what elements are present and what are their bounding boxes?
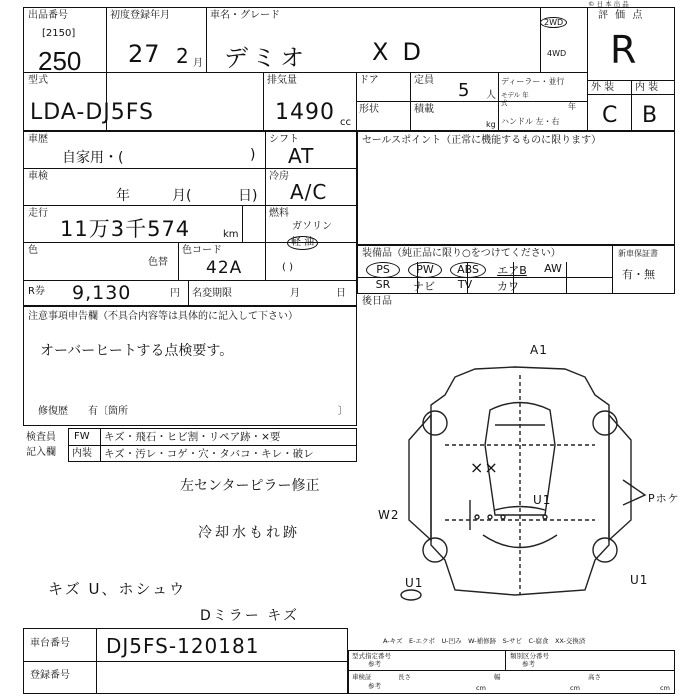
interior-value: B bbox=[642, 103, 659, 128]
mileage-value: 11万3千574 bbox=[60, 217, 191, 241]
interior-label: 内 装 bbox=[635, 82, 659, 93]
chassis-value: DJ5FS-120181 bbox=[106, 634, 260, 658]
equip-aw: AW bbox=[544, 262, 562, 275]
spec-height-cm: cm bbox=[660, 684, 670, 692]
sales-point-box bbox=[357, 131, 675, 245]
eval-score: R bbox=[610, 28, 638, 72]
mileage-unit: km bbox=[223, 229, 239, 240]
eval-label: 評 価 点 bbox=[598, 10, 645, 21]
equip-sr: SR bbox=[375, 278, 391, 291]
handle-label: ハンドル 左・右 bbox=[501, 117, 560, 126]
repair-close: 〕 bbox=[338, 406, 348, 417]
later-items-label: 後日品 bbox=[362, 296, 392, 307]
recycle-value: 9,130 bbox=[72, 282, 132, 304]
model-year-label: モデル 年式 bbox=[501, 91, 529, 107]
fuel-diesel: 軽 油 bbox=[287, 236, 318, 250]
mileage-label: 走行 bbox=[28, 208, 48, 219]
inspector-label-2: 記入欄 bbox=[26, 447, 56, 458]
lot-number: 250 bbox=[38, 46, 82, 76]
damage-legend: A-キズ E-エクボ U-凹み W-補修跡 S-サビ C-腐食 XX-交換済 bbox=[383, 637, 586, 645]
exterior-label: 外 装 bbox=[591, 82, 615, 93]
equip-abs: ABS bbox=[450, 262, 486, 278]
interior-ins-label: 内装 bbox=[72, 448, 92, 459]
shift-label: シフト bbox=[269, 134, 299, 145]
inspection-month: 月( bbox=[172, 188, 192, 204]
equip-airbag: エアB bbox=[497, 264, 527, 277]
color-change-label: 色替 bbox=[148, 257, 168, 268]
spec-class-label: 類別区分番号 bbox=[510, 652, 549, 660]
model-value: LDA-DJ5FS bbox=[30, 100, 154, 125]
equip-ps: PS bbox=[366, 262, 400, 278]
diagram-p: Pホケ bbox=[648, 492, 680, 505]
equipment-row-1 bbox=[366, 262, 610, 278]
equip-leather: カワ bbox=[497, 280, 519, 293]
spec-cert-ref: 参考 bbox=[368, 682, 381, 690]
handwritten-note-3: キズ U、ホシュウ bbox=[48, 580, 187, 598]
equip-navi: ナビ bbox=[413, 280, 435, 293]
lot-bracket: [2150] bbox=[42, 28, 76, 39]
handwritten-note-1: 左センターピラー修正 bbox=[180, 478, 320, 494]
spec-type-label: 型式指定番号 bbox=[352, 652, 391, 660]
recycle-label: R券 bbox=[28, 286, 45, 297]
shape-label: 形状 bbox=[359, 104, 379, 115]
displacement-label: 排気量 bbox=[267, 75, 297, 86]
warranty-value: 有・無 bbox=[622, 268, 655, 281]
displacement-value: 1490 bbox=[275, 100, 335, 125]
load-label: 積載 bbox=[414, 104, 434, 115]
displacement-unit: cc bbox=[340, 117, 351, 128]
registration-year: 27 bbox=[128, 40, 161, 68]
color-code-label: 色コード bbox=[182, 245, 222, 256]
spec-cert-label: 車検証 bbox=[352, 673, 372, 681]
sales-point-label: セールスポイント（正常に機能するものに限ります） bbox=[362, 135, 602, 146]
capacity-value: 5 bbox=[458, 80, 471, 101]
drive-4wd: 4WD bbox=[547, 49, 567, 58]
handwritten-note-4: Dミラー キズ bbox=[200, 608, 299, 624]
history-value: 自家用・( bbox=[62, 150, 124, 166]
diagram-u1-right: U1 bbox=[630, 573, 649, 587]
diagram-u1-left: U1 bbox=[405, 576, 424, 590]
inspection-label: 車検 bbox=[28, 171, 48, 182]
equipment-label: 装備品（純正品に限り○をつけてください） bbox=[362, 248, 561, 259]
interior-ins-text: キズ・汚レ・コゲ・穴・タバコ・キレ・破レ bbox=[104, 448, 314, 460]
fw-text: キズ・飛石・ヒビ割・リペア跡・×要 bbox=[104, 431, 281, 443]
spec-width-cm: cm bbox=[570, 684, 580, 692]
spec-length-cm: cm bbox=[476, 684, 486, 692]
model-label: 型式 bbox=[28, 75, 48, 86]
tax-month: 月 bbox=[290, 288, 300, 299]
inspector-label-1: 検査員 bbox=[26, 432, 56, 443]
color-code-value: 42A bbox=[206, 258, 243, 278]
diagram-w2: W2 bbox=[378, 508, 400, 522]
handwritten-note-2: 冷却水もれ跡 bbox=[198, 525, 300, 541]
spec-class-ref: 参考 bbox=[522, 660, 535, 668]
spec-width: 幅 bbox=[494, 673, 501, 681]
notes-label: 注意事項申告欄（不具合内容等は具体的に記入して下さい） bbox=[28, 311, 298, 322]
inspection-day: 日) bbox=[238, 188, 258, 204]
exterior-value: C bbox=[602, 103, 619, 128]
capacity-unit: 人 bbox=[486, 90, 496, 101]
history-close: ) bbox=[250, 147, 256, 163]
car-name-label: 車名・グレード bbox=[210, 10, 280, 21]
load-unit: kg bbox=[486, 120, 496, 129]
equip-pw: PW bbox=[408, 262, 442, 278]
dealer-label: ディーラー・並行 bbox=[501, 77, 565, 86]
equip-tv: TV bbox=[457, 278, 473, 291]
notes-line-1: オーバーヒートする点検要す。 bbox=[40, 343, 234, 359]
fw-label: FW bbox=[74, 431, 90, 442]
tax-label: 名変期限 bbox=[192, 288, 232, 299]
spec-length: 長さ bbox=[398, 673, 411, 681]
door-label: ドア bbox=[359, 75, 379, 86]
car-grade-value: XD bbox=[372, 38, 435, 66]
capacity-label: 定員 bbox=[414, 75, 434, 86]
history-label: 車歴 bbox=[28, 134, 48, 145]
top-right-note: © 日 本 出 品 bbox=[588, 0, 629, 8]
chassis-label: 車台番号 bbox=[30, 638, 70, 649]
repair-history: 修復歴 有〔箇所 bbox=[38, 406, 128, 417]
fuel-gas: ガソリン bbox=[292, 221, 332, 232]
spec-type-ref: 参考 bbox=[368, 660, 381, 668]
recycle-unit: 円 bbox=[170, 288, 180, 299]
aircon-value: A/C bbox=[290, 180, 328, 204]
color-label: 色 bbox=[28, 245, 38, 256]
registration-number-label: 登録番号 bbox=[30, 670, 70, 681]
lot-label: 出品番号 bbox=[28, 10, 68, 21]
car-name-value: デミオ bbox=[224, 44, 308, 72]
registration-label: 初度登録年月 bbox=[110, 10, 170, 21]
shift-value: AT bbox=[288, 144, 315, 168]
month-suffix: 月 bbox=[193, 58, 203, 69]
spec-height: 高さ bbox=[588, 673, 601, 681]
year-suffix: 年 bbox=[568, 102, 576, 111]
aircon-label: 冷房 bbox=[269, 171, 289, 182]
inspection-year: 年 bbox=[116, 188, 130, 204]
warranty-label: 新車保証書 bbox=[618, 249, 658, 258]
fuel-label: 燃料 bbox=[269, 208, 289, 219]
diagram-u1-center: U1 bbox=[533, 493, 552, 507]
diagram-a1: A1 bbox=[530, 343, 548, 357]
tax-day: 日 bbox=[336, 288, 346, 299]
diagram-xx: ×× bbox=[470, 458, 499, 477]
fuel-other: ( ) bbox=[282, 262, 293, 273]
registration-month: 2 bbox=[176, 44, 190, 68]
drive-2wd: 2WD bbox=[540, 17, 567, 28]
